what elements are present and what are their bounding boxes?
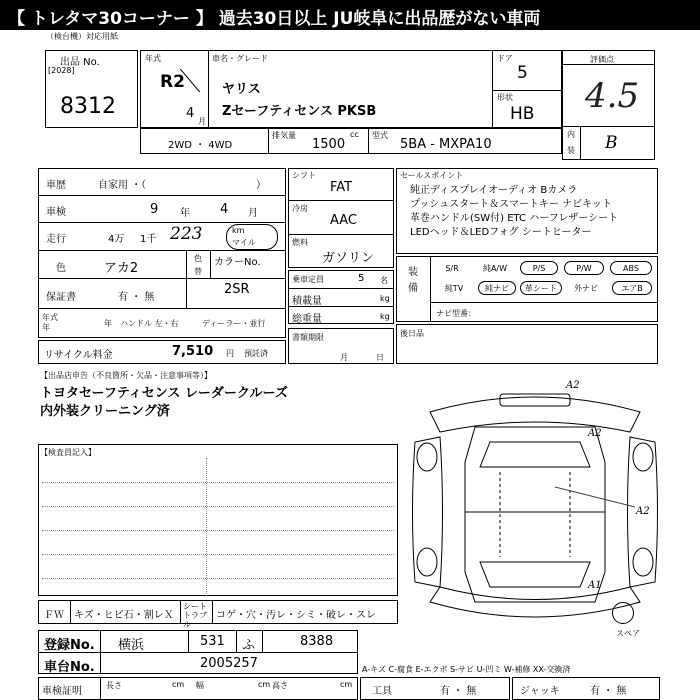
recycle-note: 預託済 [244,349,268,358]
color-change-1: 色 [194,254,202,263]
registration-kana: ふ [242,638,256,653]
inspector-label: 【検査員記入】 [40,448,96,457]
equip-aw: 純A/W [482,264,508,273]
lot-number: 8312 [60,94,116,119]
year-era: R2 [160,72,185,92]
reg-period-label: 書類期限 [292,333,324,342]
color-no-label: カラーNo. [214,257,261,268]
interior-label-2: 装 [567,146,575,155]
year-month: 4 [186,106,195,121]
reg-period-month: 月 [340,353,348,362]
spare-tire-icon [612,602,634,624]
car-grade: Zセーフティセンス PKSB [222,104,377,119]
mileage-man: 4万 [108,234,125,245]
tools-label: 工具 [372,686,392,697]
year-month-unit: 月 [198,117,206,126]
ac-value: AAC [330,213,357,228]
fw-text: キズ・ヒビ石・割レＸ [74,610,174,621]
color-change-2: 替 [194,267,202,276]
post-day-box [396,324,658,364]
cert-length: 長さ [106,681,122,690]
body-type-label: 形状 [497,93,513,102]
inspection-year-unit: 年 [180,208,190,219]
interior-label-1: 内 [567,130,575,139]
load-label: 積載量 [292,296,322,307]
mileage-label: 走行 [46,234,66,245]
displacement-label: 排気量 [272,131,296,140]
lot-year-stamp: [2028] [48,66,75,75]
color-label: 色 [56,263,66,274]
history-label: 車歴 [46,180,66,191]
warranty-label: 保証書 [46,292,76,303]
registration-label: 登録No. [44,638,95,653]
chassis-value: 2005257 [200,656,258,671]
equip-tv: 純TV [444,284,464,293]
registration-place: 横浜 [118,638,145,653]
equip-pw: P/W [564,261,604,275]
exhibitor-line: トヨタセーフティセンス レーダークルーズ [40,386,288,401]
equip-navi: 純ナビ [478,281,516,295]
fuel-value: ガソリン [322,251,375,266]
year-model-unit: 年 [104,319,112,328]
mileage-sen: 1千 [140,234,157,245]
navi-model-label: ナビ型番： [436,309,476,318]
sales-point-line: 革巻ハンドル(SW付) ETC ハーフレザーシート [410,213,619,224]
cert-width: 幅 [196,681,204,690]
cert-height: 高さ [272,681,288,690]
damage-mark-a1: A1 [588,580,602,591]
year-label: 年式 [145,54,161,63]
equip-ps: P/S [520,261,558,275]
capacity-label: 乗車定員 [292,275,324,284]
registration-class: 531 [200,634,225,649]
chassis-label: 車台No. [44,660,95,675]
equip-sr: S/R [445,264,459,273]
interior-value: B [605,133,618,153]
model-value: 5BA - MXPA10 [400,137,492,152]
damage-mark-a2-right: A2 [588,428,602,439]
load-unit: kg [380,294,390,303]
seat-label: シートトラブル [183,602,207,629]
doors-value: 5 [517,63,528,83]
cert-label: 車検証明 [42,686,82,697]
lot-label: 出品 No. [60,57,100,68]
mileage-km: km [232,226,245,235]
mileage-hand: 223 [170,224,203,244]
fuel-label: 燃料 [292,238,308,247]
damage-mark-a2-top: A2 [566,380,580,391]
displacement-value: 1500 [312,137,346,152]
mileage-mile: マイル [232,238,256,247]
year-model-handle: ハンドル 左・右 [120,319,179,328]
equip-airbag: エアB [612,281,652,295]
banner-title: 【 トレタマ30コーナー 】 過去30日以上 JU岐阜に出品歴がない車両 [8,9,541,29]
ac-label: 冷房 [292,204,308,213]
year-model-label-1: 年式 [42,313,58,322]
inspection-label: 車検 [46,207,66,218]
damage-mark-a2-side: A2 [636,506,650,517]
recycle-value: 7,510 [172,344,214,359]
body-type-value: HB [510,104,535,124]
inspection-month-unit: 月 [248,208,258,219]
form-note: （検台機）対応用紙 [46,32,118,41]
exhibitor-label: 【出品店申告（不良箇所・欠品・注意事項等）】 [40,371,212,380]
history-value: 自家用 ・（ [98,180,147,191]
history-close: ） [256,180,266,191]
sales-point-line: 純正ディスプレイオーディオ Bカメラ [410,185,578,196]
shift-value: FAT [330,180,353,195]
score-label: 評価点 [590,55,614,64]
capacity-unit: 名 [380,276,388,285]
shift-label: シフト [292,171,316,180]
equip-leather: 革シート [520,281,562,295]
model-label: 型式 [372,131,388,140]
sales-point-line: LEDヘッド＆LEDフォグ シートヒーター [410,227,592,238]
year-model-dealer: ディーラー・並行 [202,319,266,328]
car-name: ヤリス [222,82,261,97]
inspection-month: 4 [220,202,229,217]
score-value: 4.5 [585,76,640,116]
sales-point-line: プッシュスタート＆スマートキー ナビキット [410,199,612,210]
year-model-label-2: 年 [42,323,50,332]
spare-label: スペア [616,629,640,638]
equip-abs: ABS [610,261,652,275]
seat-text: コゲ・穴・汚レ・シミ・破レ・スレ [216,610,376,621]
exhibitor-line: 内外装クリーニング済 [40,404,170,419]
tools-value: 有 ・ 無 [440,686,477,697]
damage-codes: A-キズ C-腐食 E-エクボ S-サビ U-凹ミ W-補修 XX-交換済 [362,665,571,674]
gross-label: 総重量 [292,314,322,325]
displacement-unit: cc [350,130,359,139]
color-value: アカ2 [104,261,139,276]
drive-value: 2WD ・ 4WD [168,140,233,151]
reg-period-day: 日 [376,353,384,362]
recycle-label: リサイクル料金 [44,350,113,361]
inspection-year: 9 [150,202,159,217]
post-day-label: 後日品 [400,329,424,338]
cert-height-cm: cm [340,680,353,689]
doors-label: ドア [497,54,513,63]
inspector-box [38,444,398,596]
car-label: 車名・グレード [212,54,268,63]
fw-label: ＦＷ [44,610,64,621]
gross-unit: kg [380,312,390,321]
cert-length-cm: cm [172,680,185,689]
jack-label: ジャッキ [520,686,560,697]
warranty-value: 有 ・ 無 [118,292,155,303]
recycle-unit: 円 [226,349,234,358]
sales-points-label: セールスポイント [400,171,464,180]
equip-ext-navi: 外ナビ [574,284,598,293]
cert-width-cm: cm [258,680,271,689]
jack-value: 有 ・ 無 [590,686,627,697]
equipment-label: 装備 [408,267,418,294]
color-no-value: 2SR [224,282,250,297]
capacity-value: 5 [358,273,365,284]
registration-number: 8388 [300,634,334,649]
